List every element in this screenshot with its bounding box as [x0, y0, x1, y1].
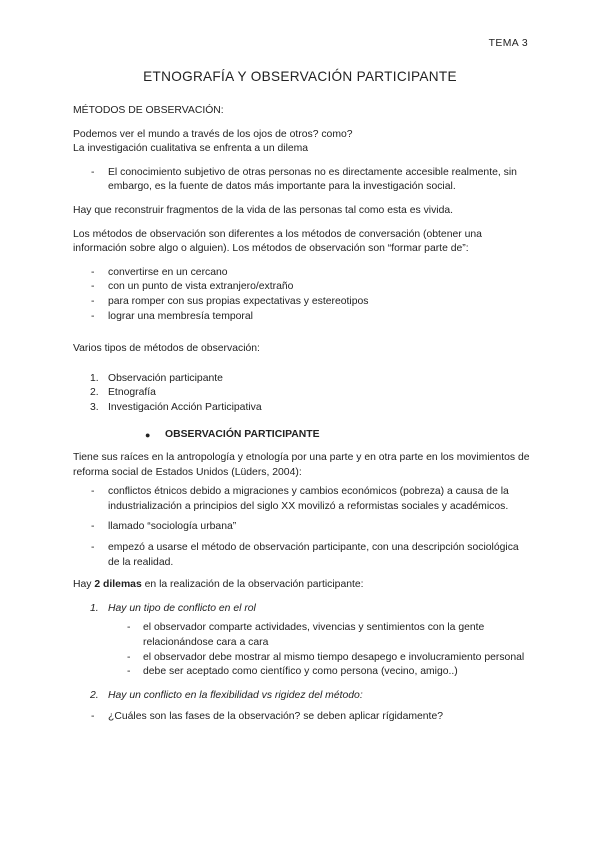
list-label: Etnografía — [108, 387, 156, 399]
dilemma-1 — [73, 602, 533, 617]
list-item: - para romper con sus propias expectativas y estereotipos — [73, 295, 533, 310]
bullet-icon: ● — [145, 429, 151, 440]
methods-paragraph: Los métodos de observación son diferentes a los métodos de conversación (obtener una información sobre algo o alguien). Los métodos de observación son “formar parte de”: — [73, 228, 482, 255]
intro-line-2: La investigación cualitativa se enfrenta a un dilema — [73, 143, 309, 155]
dilemmas-paragraph — [73, 578, 533, 593]
roots-bullets — [73, 485, 533, 570]
dilemma-2-items — [73, 710, 533, 725]
list-item — [73, 386, 533, 401]
list-label: Hay un tipo de conflicto en el rol — [108, 602, 256, 614]
document-body — [73, 104, 533, 734]
dilemmas-suffix: en la realización de la observación participante: — [141, 579, 364, 591]
list-number: 3. — [90, 401, 99, 413]
section-heading — [73, 428, 533, 443]
list-number: 2. — [90, 387, 99, 399]
list-item: - el observador comparte actividades, vivencias y sentimientos con la gente relacionándose cara a cara — [73, 621, 533, 650]
list-number: 2. — [90, 689, 99, 701]
dilemmas-prefix: Hay — [73, 579, 95, 591]
section-heading-label: OBSERVACIÓN PARTICIPANTE — [165, 428, 320, 440]
list-number: 1. — [90, 602, 99, 614]
list-item: - conflictos étnicos debido a migraciones y cambios económicos (pobreza) a causa de la industrialización a principios del siglo XX movilizó a reformistas sociales y académicos. — [73, 485, 533, 514]
dilemma-list — [73, 166, 533, 195]
reconstruct-paragraph: Hay que reconstruir fragmentos de la vida de las personas tal como esta es vivida. — [73, 204, 454, 216]
types-list — [73, 372, 533, 416]
list-label: Observación participante — [108, 372, 223, 384]
method-bullets — [73, 266, 533, 324]
dilemma-1-items — [73, 621, 533, 679]
types-intro: Varios tipos de métodos de observación: — [73, 343, 260, 355]
intro-line-1: Podemos ver el mundo a través de los ojos de otros? como? — [73, 128, 353, 140]
topic-label: TEMA 3 — [488, 38, 528, 49]
list-item — [73, 401, 533, 416]
page-title: ETNOGRAFÍA Y OBSERVACIÓN PARTICIPANTE — [143, 69, 457, 84]
list-item: - convertirse en un cercano — [73, 266, 533, 281]
list-item: - empezó a usarse el método de observación participante, con una descripción sociológica de la realidad. — [73, 541, 533, 570]
list-item: - llamado “sociología urbana” — [73, 520, 533, 535]
list-label: Investigación Acción Participativa — [108, 401, 262, 413]
list-number: 1. — [90, 372, 99, 384]
list-item — [73, 372, 533, 387]
roots-paragraph: Tiene sus raíces en la antropología y etnología por una parte y en otra parte en los movimientos de reforma social de Estados Unidos (Lüders, 2004): — [73, 452, 530, 478]
dilemma-2 — [73, 689, 533, 704]
list-item: - debe ser aceptado como científico y como persona (vecino, amigo..) — [73, 665, 533, 680]
list-item: - lograr una membresía temporal — [73, 310, 533, 325]
list-item: - con un punto de vista extranjero/extraño — [73, 280, 533, 295]
list-item: - el observador debe mostrar al mismo tiempo desapego e involucramiento personal — [73, 651, 533, 666]
methods-heading: MÉTODOS DE OBSERVACIÓN: — [73, 105, 224, 116]
list-item: - El conocimiento subjetivo de otras personas no es directamente accesible realmente, sin embargo, es la fuente de datos más importante para la investigación social. — [73, 166, 533, 195]
list-label: Hay un conflicto en la flexibilidad vs rigidez del método: — [108, 689, 363, 701]
dilemmas-bold: 2 dilemas — [94, 579, 142, 591]
list-item: - ¿Cuáles son las fases de la observación? se deben aplicar rígidamente? — [73, 710, 533, 725]
